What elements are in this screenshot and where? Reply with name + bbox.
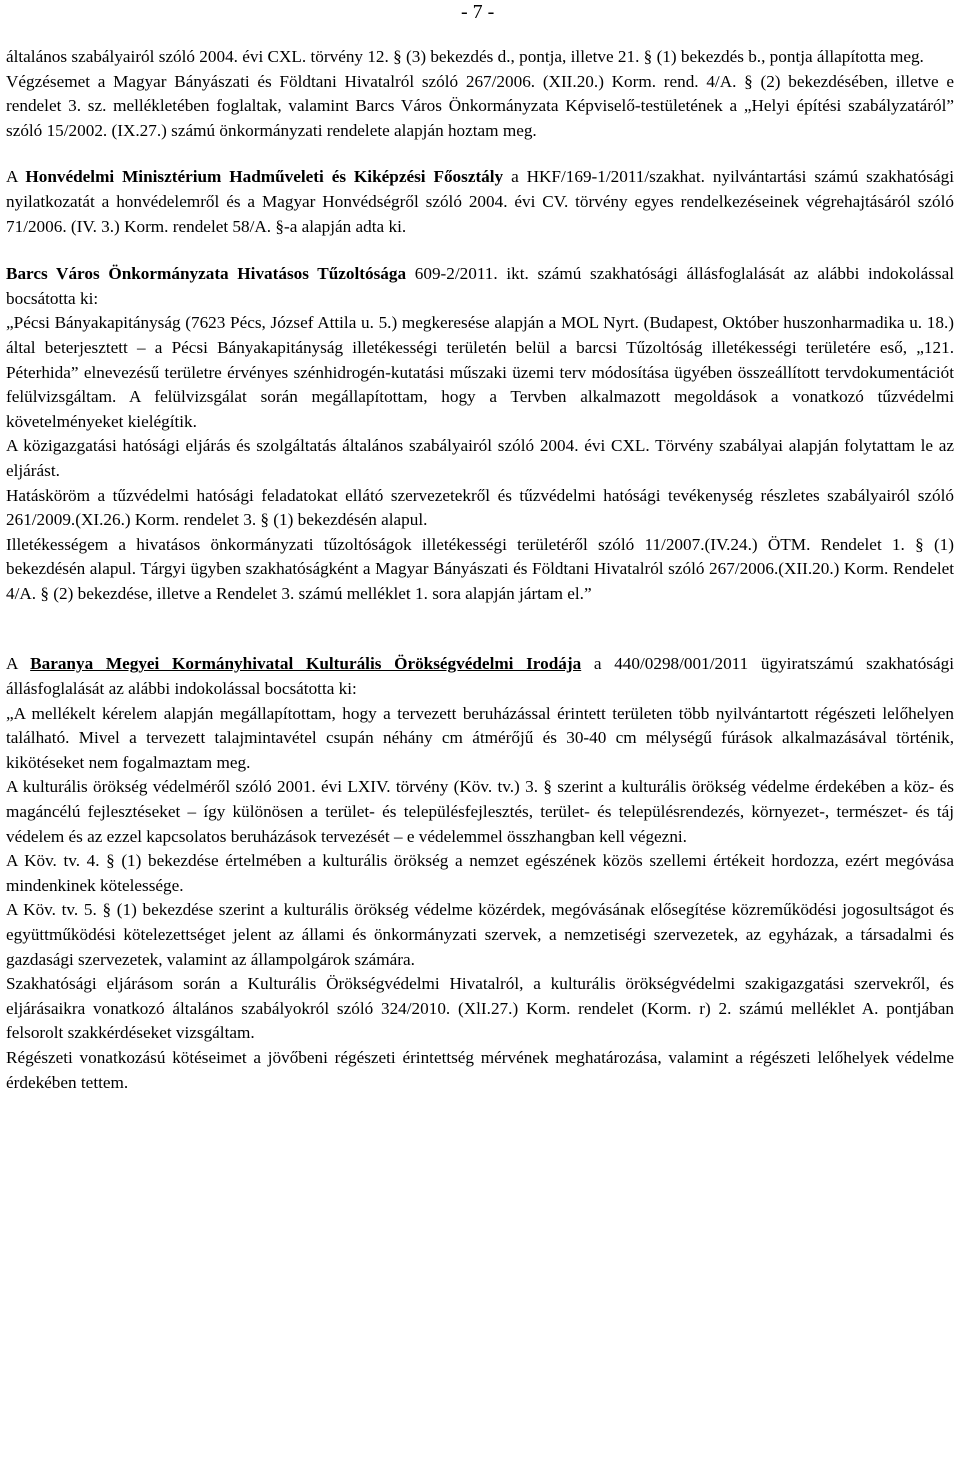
authority-name: Barcs Város Önkormányzata Hivatásos Tűzoltósága xyxy=(6,264,407,284)
paragraph: A közigazgatási hatósági eljárás és szolgáltatás általános szabályairól szóló 2004. évi CXL. Törvény szabályai alapján folytattam le az eljárást. xyxy=(6,436,954,480)
paragraph: „Pécsi Bányakapitányság (7623 Pécs, József Attila u. 5.) megkeresése alapján a MOL Nyrt. (Budapest, Október huszonharmadika u. 18.) által beterjesztett – a Pécsi Bányakapitányság illetékességi területén belül a barcsi Tűzoltóság illetékességi területére eső, „121. Péterhida” elnevezésű területre érvényes szénhidrogén-kutatási műszaki üzemi terv módosítása ügyében összeállított tervdokumentációt felülvizsgáltam. A felülvizsgálat során megállapítottam, hogy a Tervben alkalmazott megoldások a vonatkozó tűzvédelmi követelményeket kielégítik. xyxy=(6,313,954,431)
paragraph: „A mellékelt kérelem alapján megállapítottam, hogy a tervezett beruházással érintett területen több nyilvántartott régészeti lelőhelyen található. Mivel a tervezett talajmintavétel csupán néhány cm átmérőjű és 30-40 cm mélységű fúrások alkalmazásával történik, kikötéseket nem fogalmaztam meg. xyxy=(6,703,954,772)
authority-name: Baranya Megyei Kormányhivatal Kulturális Örökségvédelmi Irodája xyxy=(30,654,582,674)
paragraph: Illetékességem a hivatásos önkormányzati tűzoltóságok illetékességi területéről szóló 11/2007.(IV.24.) ÖTM. Rendelet 1. § (1) bekezdésén alapul. Tárgyi ügyben szakhatóságként a Magyar Bányászati és Földtani Hivatalról szóló 267/2006.(XII.20.) Korm. Rendelet 4/A. § (2) bekezdése, illetve a Rendelet 3. számú melléklet 1. sora alapján jártam el.” xyxy=(6,534,954,603)
paragraph: A kulturális örökség védelméről szóló 2001. évi LXIV. törvény (Köv. tv.) 3. § szerint a kulturális örökség védelme érdekében a köz- és magáncélú fejlesztéseket – így különösen a terület- és településfejlesztés, terület- és településrendezés, környezet-, természet- és táj védelem és az ezzel kapcsolatos beruházások tervezését – e védelemmel összhangban kell végezni. xyxy=(6,777,954,846)
paragraph: A Köv. tv. 5. § (1) bekezdése szerint a kulturális örökség védelme közérdek, megóvásának elősegítése közreműködési jogosultságot és együttműködési kötelezettséget jelent az állami és önkormányzati szervek, a nemzetiségi szervezetek, az egyházak, a társadalmi és gazdasági szervezetek, valamint az állampolgárok számára. xyxy=(6,900,954,969)
paragraph: Hatásköröm a tűzvédelmi hatósági feladatokat ellátó szervezetekről és tűzvédelmi hatósági tevékenység részletes szabályairól szóló 261/2009.(XI.26.) Korm. rendelet 3. § (1) bekezdésén alapul. xyxy=(6,485,954,530)
document-body xyxy=(6,45,954,1095)
paragraph: általános szabályairól szóló 2004. évi CXL. törvény 12. § (3) bekezdés d., pontja, illetve 21. § (1) bekezdés b., pontja állapította meg. xyxy=(6,47,924,66)
honved-paragraph: A Honvédelmi Minisztérium Hadműveleti és Kiképzési Főosztály a HKF/169-1/2011/szakhat. nyilvántartási számú szakhatósági nyilatkozatát a honvédelemről és a Magyar Honvédségről szóló 2004. évi CV. törvény egyes rendelkezéseinek végrehajtásáról szóló 71/2006. (IV. 3.) Korm. rendelet 58/A. §-a alapján adta ki. xyxy=(6,167,954,236)
baranya-paragraph: A Baranya Megyei Kormányhivatal Kulturális Örökségvédelmi Irodája a 440/0298/001/2011 ügyiratszámú szakhatósági állásfoglalását az alábbi indokolással bocsátotta ki: xyxy=(6,654,954,699)
paragraph: Végzésemet a Magyar Bányászati és Földtani Hivatalról szóló 267/2006. (XII.20.) Korm. rend. 4/A. § (2) bekezdésében, illetve e rendelet 3. sz. mellékletében foglaltak, valamint Barcs Város Önkormányzata Képviselő-testületének a „Helyi építési szabályzatáról” szóló 15/2002. (IX.27.) számú önkormányzati rendelete alapján hoztam meg. xyxy=(6,71,954,140)
tuzolto-paragraph: Barcs Város Önkormányzata Hivatásos Tűzoltósága 609-2/2011. ikt. számú szakhatósági állásfoglalását az alábbi indokolással bocsátotta ki: xyxy=(6,264,954,308)
paragraph: Régészeti vonatkozású kötéseimet a jövőbeni régészeti érintettség mérvének meghatározása, valamint a régészeti lelőhelyek védelme érdekében tettem. xyxy=(6,1047,954,1092)
page-number: - 7 - xyxy=(461,1,495,23)
authority-name: Honvédelmi Minisztérium Hadműveleti és Kiképzési Főosztály xyxy=(25,167,504,187)
paragraph: A Köv. tv. 4. § (1) bekezdése értelmében a kulturális örökség a nemzet egészének közös szellemi értékeit hordozza, ezért megóvása mindenkinek kötelessége. xyxy=(6,851,954,895)
paragraph: Szakhatósági eljárásom során a Kulturális Örökségvédelmi Hivatalról, a kulturális örökségvédelmi szakigazgatási szervekről, és eljárásaikra vonatkozó általános szabályokról szóló 324/2010. (XlI.27.) Korm. rendelet (Korm. r) 2. számú melléklet A. pontjában felsorolt szakkérdéseket vizsgáltam. xyxy=(6,974,954,1043)
